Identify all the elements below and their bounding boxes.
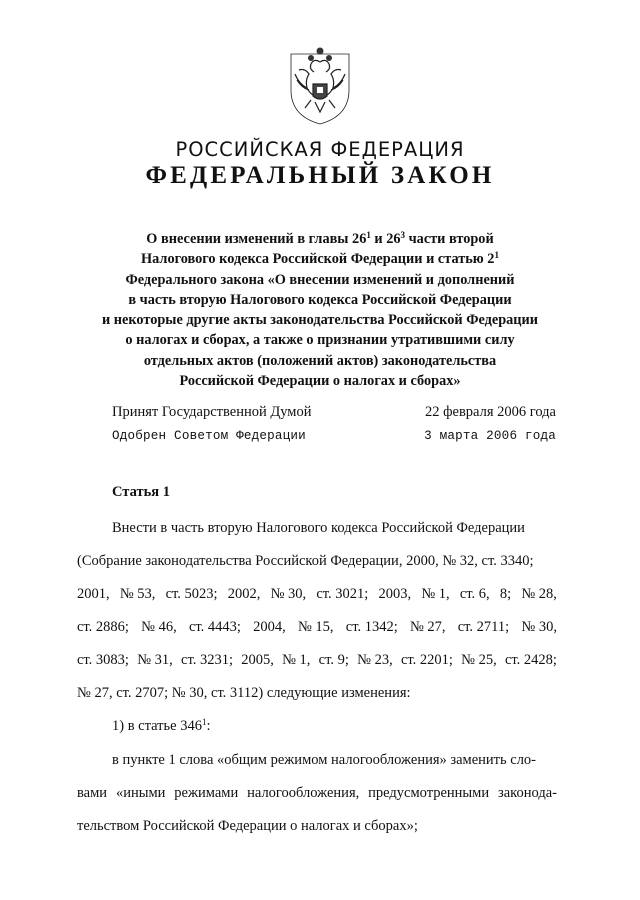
word: ст. 4443; [188, 619, 241, 635]
list-item: 1) в статье $346^1$: [112, 717, 211, 734]
document-type-heading: ФЕДЕРАЛЬНЫЙ ЗАКОН [145, 162, 495, 189]
word: 2001, [77, 586, 110, 602]
law-title [90, 229, 550, 391]
word: № 30, [270, 586, 307, 602]
word: № 31, [137, 652, 173, 668]
word: № 25, [461, 652, 497, 668]
paragraph-line: в пункте 1 слова «общим режимом налогообложения» заменить сло- [112, 752, 537, 768]
title-line: Российской Федерации о налогах и сборах» [179, 373, 461, 390]
word: № 15, [297, 619, 334, 635]
paragraph-line [77, 619, 557, 636]
word: вами [77, 785, 108, 801]
title-line: и некоторые другие акты законодательства Российской Федерации [101, 312, 539, 329]
word: № 27, [409, 619, 446, 635]
adopted-date: 22 февраля 2006 года [424, 404, 556, 420]
word: № 1, [282, 652, 311, 668]
adoption-row-council [112, 429, 556, 443]
word: ст. 3083; [77, 652, 129, 668]
title-line: отдельных актов (положений актов) законодательства [143, 352, 497, 369]
title-line: в часть вторую Налогового кодекса Российской Федерации [128, 291, 512, 308]
paragraph-line: (Собрание законодательства Российской Федерации, 2000, № 32, ст. 3340; [77, 553, 534, 569]
word: № 23, [357, 652, 393, 668]
word: 2005, [241, 652, 274, 668]
word: 2004, [253, 619, 286, 635]
word: № 46, [141, 619, 177, 635]
word: 8; [499, 586, 512, 602]
word: налогообложения, [247, 785, 360, 801]
word: законода- [498, 785, 557, 801]
word: 2003, [378, 586, 412, 602]
word: режимами [174, 785, 239, 801]
word: 2002, [227, 586, 261, 602]
title-line: Федерального закона «О внесении изменений и дополнений [125, 271, 515, 288]
article-heading: Статья 1 [112, 484, 170, 500]
paragraph-line: № 27, ст. 2707; № 30, ст. 3112) следующие изменения: [77, 685, 411, 701]
title-line: О внесении изменений в главы $26^1$ и $26^3$ части второй [146, 230, 494, 247]
word: ст. 2886; [77, 619, 129, 635]
word: ст. 9; [318, 652, 349, 668]
word: № 1, [421, 586, 450, 602]
approved-date: 3 марта 2006 года [424, 429, 556, 443]
paragraph-line [77, 785, 557, 802]
word: ст. 3021; [316, 586, 369, 602]
word: ст. 5023; [165, 586, 218, 602]
word: ст. 1342; [345, 619, 398, 635]
adopted-label: Принят Государственной Думой [112, 404, 312, 420]
adoption-row-duma [112, 404, 556, 421]
title-line: о налогах и сборах, а также о признании утратившими силу [125, 332, 515, 349]
paragraph-line [77, 652, 557, 669]
paragraph-line: Внести в часть вторую Налогового кодекса Российской Федерации [112, 520, 525, 536]
word: ст. 3231; [181, 652, 233, 668]
word: «иными [115, 785, 166, 801]
word: предусмотренными [368, 785, 490, 801]
word: ст. 2428; [504, 652, 557, 668]
word: № 30, [521, 619, 557, 635]
word: ст. 2201; [400, 652, 453, 668]
title-line: Налогового кодекса Российской Федерации и статью $2^1$ [141, 250, 499, 268]
approved-label: Одобрен Советом Федерации [112, 429, 306, 443]
country-heading: РОССИЙСКАЯ ФЕДЕРАЦИЯ [175, 138, 465, 161]
word: ст. 2711; [457, 619, 510, 635]
coat-of-arms-icon [281, 40, 359, 126]
paragraph-line [77, 586, 557, 603]
word: № 53, [119, 586, 156, 602]
word: ст. 6, [459, 586, 490, 602]
word: № 28, [521, 586, 557, 602]
paragraph-line: тельством Российской Федерации о налогах и сборах»; [77, 818, 418, 834]
